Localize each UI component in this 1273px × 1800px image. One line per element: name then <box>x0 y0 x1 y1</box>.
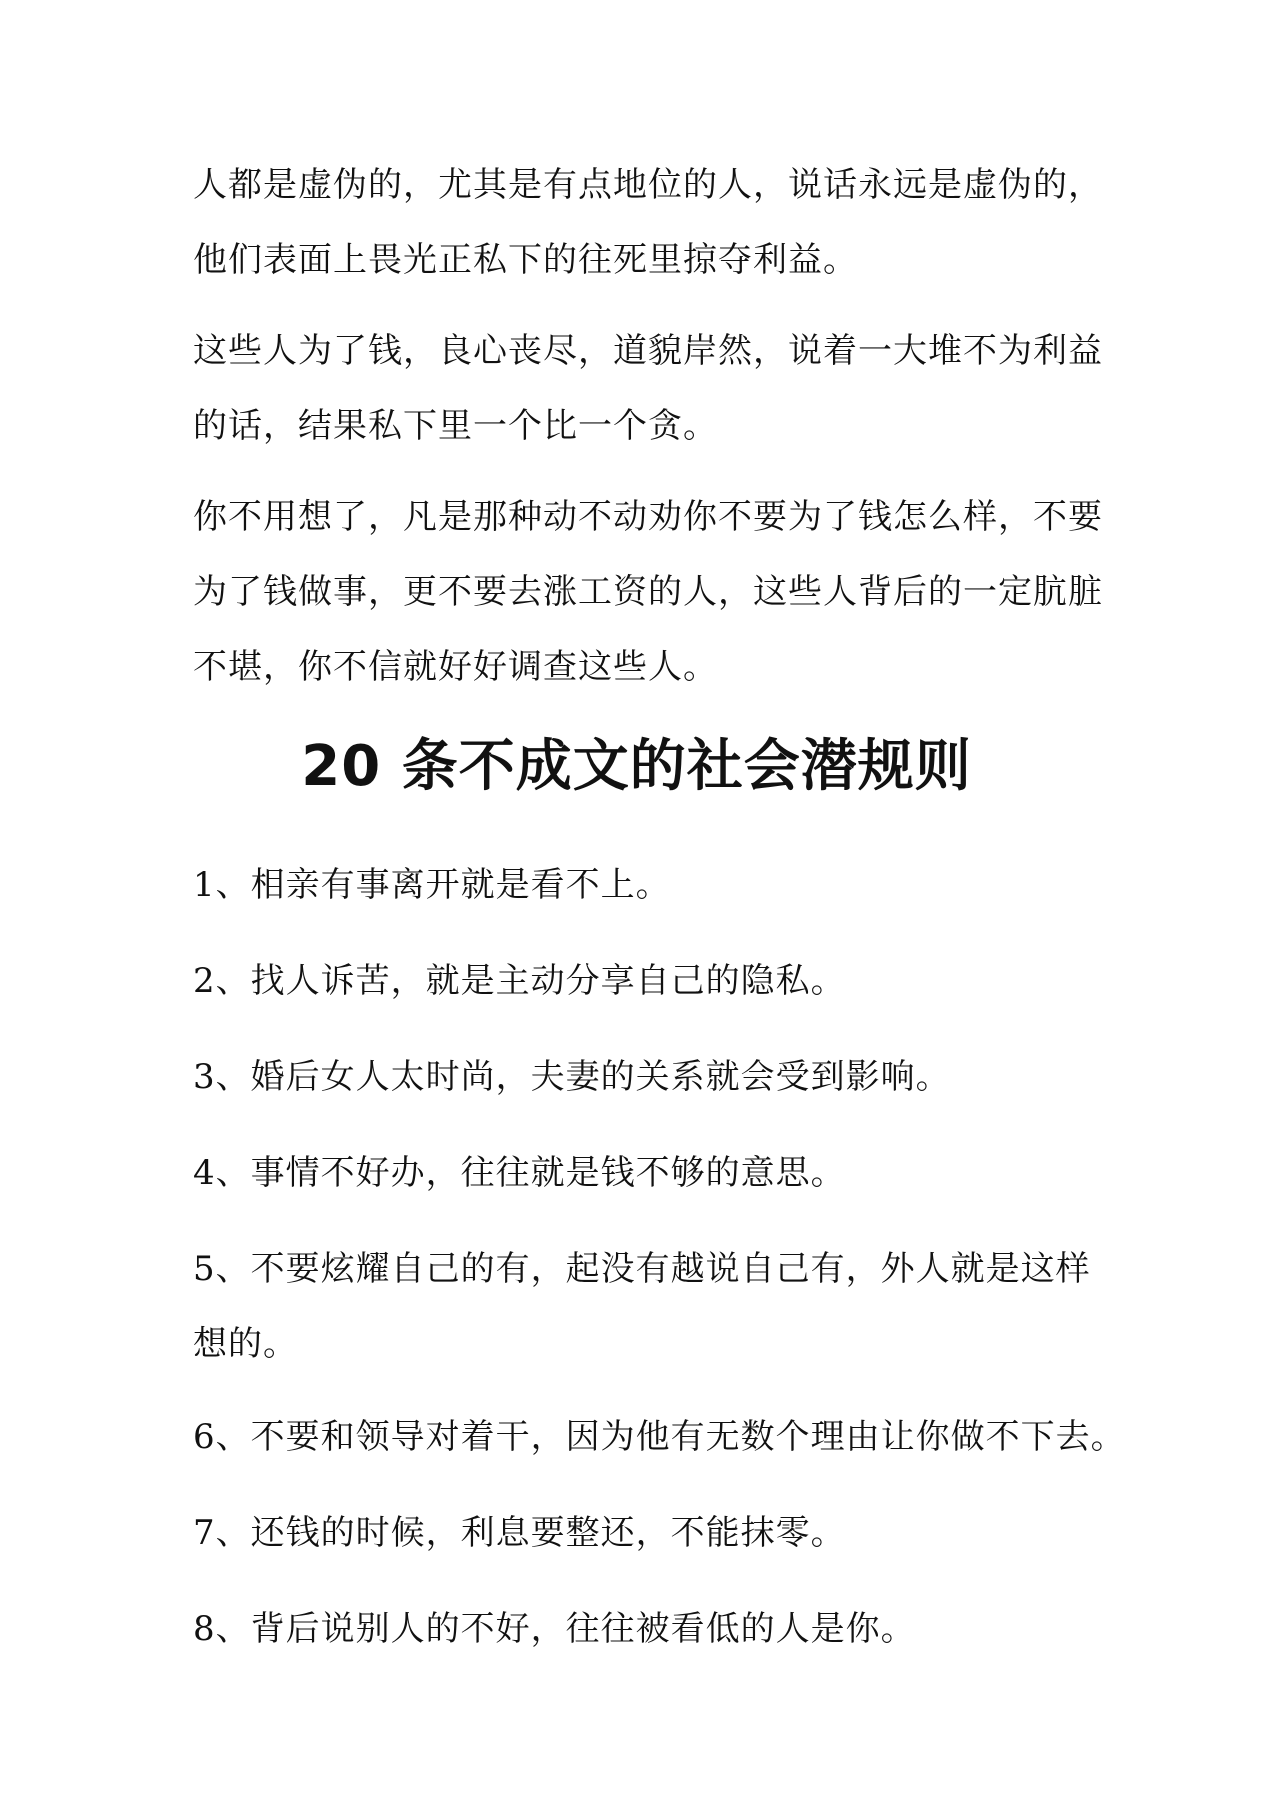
text-line: 他们表面上畏光正私下的往死里掠夺利益。 <box>193 240 858 280</box>
rule-item-2 <box>193 944 1113 1019</box>
intro-paragraph-1 <box>193 148 1103 298</box>
text-line: 不堪，你不信就好好调查这些人。 <box>193 647 718 687</box>
text-line: 的话，结果私下里一个比一个贪。 <box>193 406 718 446</box>
text-line: 1、相亲有事离开就是看不上。 <box>193 865 671 905</box>
text-line: 6、不要和领导对着干，因为他有无数个理由让你做不下去。 <box>193 1417 1126 1457</box>
text-line: 2、找人诉苦，就是主动分享自己的隐私。 <box>193 961 846 1001</box>
text-line: 7、还钱的时候，利息要整还，不能抹零。 <box>193 1513 846 1553</box>
text-line: 人都是虚伪的，尤其是有点地位的人，说话永远是虚伪的， <box>193 165 1103 205</box>
rule-item-6 <box>193 1400 1126 1475</box>
text-line: 你不用想了，凡是那种动不动劝你不要为了钱怎么样，不要 <box>193 497 1103 537</box>
intro-paragraph-3 <box>193 480 1103 705</box>
text-line: 想的。 <box>193 1324 298 1364</box>
page-title: 20 条不成文的社会潜规则 <box>301 734 972 799</box>
text-line: 4、事情不好办，往往就是钱不够的意思。 <box>193 1153 846 1193</box>
rule-item-4 <box>193 1136 1113 1211</box>
intro-paragraph-2 <box>193 314 1103 464</box>
rule-item-8 <box>193 1592 1113 1667</box>
rule-item-5 <box>193 1232 1113 1382</box>
text-line: 这些人为了钱，良心丧尽，道貌岸然，说着一大堆不为利益 <box>193 331 1103 371</box>
text-line: 为了钱做事，更不要去涨工资的人，这些人背后的一定肮脏 <box>193 572 1103 612</box>
rule-item-3 <box>193 1040 1113 1115</box>
text-line: 5、不要炫耀自己的有，起没有越说自己有，外人就是这样 <box>193 1249 1091 1289</box>
rule-item-1 <box>193 848 1113 923</box>
rule-item-7 <box>193 1496 1113 1571</box>
text-line: 3、婚后女人太时尚，夫妻的关系就会受到影响。 <box>193 1057 951 1097</box>
text-line: 8、背后说别人的不好，往往被看低的人是你。 <box>193 1609 916 1649</box>
